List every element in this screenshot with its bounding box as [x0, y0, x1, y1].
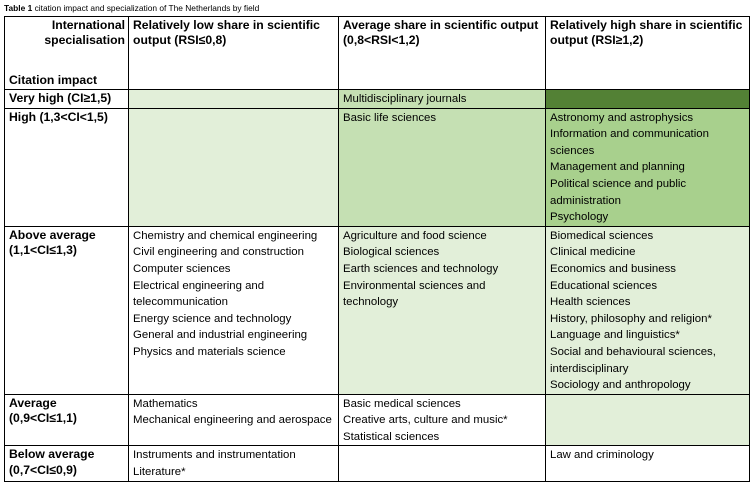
citation-impact-table	[4, 16, 750, 482]
caption-text: citation impact and specialization of The Netherlands by field	[32, 3, 260, 13]
field-item: Statistical sciences	[343, 430, 440, 443]
field-cell	[129, 394, 339, 446]
table-row-average	[5, 394, 750, 446]
field-cell	[546, 90, 750, 109]
field-cell	[129, 446, 339, 481]
field-item: Biomedical sciences	[550, 229, 654, 242]
field-item: Environmental sciences and technology	[343, 279, 486, 309]
field-item: Literature*	[133, 466, 186, 479]
field-item: Astronomy and astrophysics	[550, 111, 694, 124]
field-cell	[339, 226, 546, 394]
field-cell	[546, 446, 750, 481]
field-cell	[129, 90, 339, 109]
field-item: Basic medical sciences	[343, 397, 461, 410]
field-item: Electrical engineering and telecommunication	[133, 279, 265, 309]
field-item: Sociology and anthropology	[550, 379, 691, 392]
field-item: Instruments and instrumentation	[133, 449, 296, 462]
table-row-very-high	[5, 90, 750, 109]
header-row	[5, 17, 750, 90]
field-item: Physics and materials science	[133, 345, 286, 358]
field-item: Civil engineering and construction	[133, 246, 304, 259]
field-item: Social and behavioural sciences, interdisciplinary	[550, 345, 716, 375]
field-item: Language and linguistics*	[550, 329, 680, 342]
corner-header-top: International specialisation	[44, 18, 125, 48]
field-item: General and industrial engineering	[133, 329, 308, 342]
field-item: Political science and public administration	[550, 177, 687, 207]
field-cell	[339, 90, 546, 109]
table-row-above-average	[5, 226, 750, 394]
row-header-cell: Above average (1,1<CI≤1,3)	[5, 226, 129, 394]
corner-header-bottom: Citation impact	[9, 72, 98, 87]
field-item: Management and planning	[550, 161, 685, 174]
field-cell	[129, 226, 339, 394]
table-row-below-average	[5, 446, 750, 481]
row-header-cell: High (1,3<CI<1,5)	[5, 108, 129, 226]
field-item: Mechanical engineering and aerospace	[133, 414, 332, 427]
field-item: Biological sciences	[343, 246, 440, 259]
field-item: Law and criminology	[550, 449, 654, 462]
field-item: Educational sciences	[550, 279, 658, 292]
field-item: Clinical medicine	[550, 246, 636, 259]
field-item: Psychology	[550, 211, 609, 224]
caption-label: Table 1	[4, 3, 33, 13]
field-item: Mathematics	[133, 397, 198, 410]
field-item: Computer sciences	[133, 262, 231, 275]
table-row-high	[5, 108, 750, 226]
field-item: Energy science and technology	[133, 312, 292, 325]
field-item: Earth sciences and technology	[343, 262, 499, 275]
field-item: Information and communication sciences	[550, 128, 709, 157]
row-header-cell: Below average (0,7<CI≤0,9)	[5, 446, 129, 481]
field-item: History, philosophy and religion*	[550, 312, 712, 325]
field-item: Basic life sciences	[343, 111, 437, 124]
field-item: Creative arts, culture and music*	[343, 414, 508, 427]
field-item: Economics and business	[550, 262, 676, 275]
field-cell	[339, 108, 546, 226]
field-item: Agriculture and food science	[343, 229, 487, 242]
table-caption	[4, 2, 259, 14]
field-cell	[546, 394, 750, 446]
field-item: Multidisciplinary journals	[343, 93, 467, 105]
row-header-cell: Average (0,9<CI≤1,1)	[5, 394, 129, 446]
field-item: Health sciences	[550, 296, 631, 309]
column-header-high: Relatively high share in scientific output (RSI≥1,2)	[546, 17, 750, 90]
field-cell	[546, 108, 750, 226]
corner-header-cell	[5, 17, 129, 90]
field-cell	[339, 394, 546, 446]
field-cell	[339, 446, 546, 481]
row-header-cell: Very high (CI≥1,5)	[5, 90, 129, 109]
column-header-average: Average share in scientific output (0,8<RSI<1,2)	[339, 17, 546, 90]
field-item: Chemistry and chemical engineering	[133, 229, 318, 242]
field-cell	[129, 108, 339, 226]
field-cell	[546, 226, 750, 394]
column-header-low: Relatively low share in scientific output (RSI≤0,8)	[129, 17, 339, 90]
